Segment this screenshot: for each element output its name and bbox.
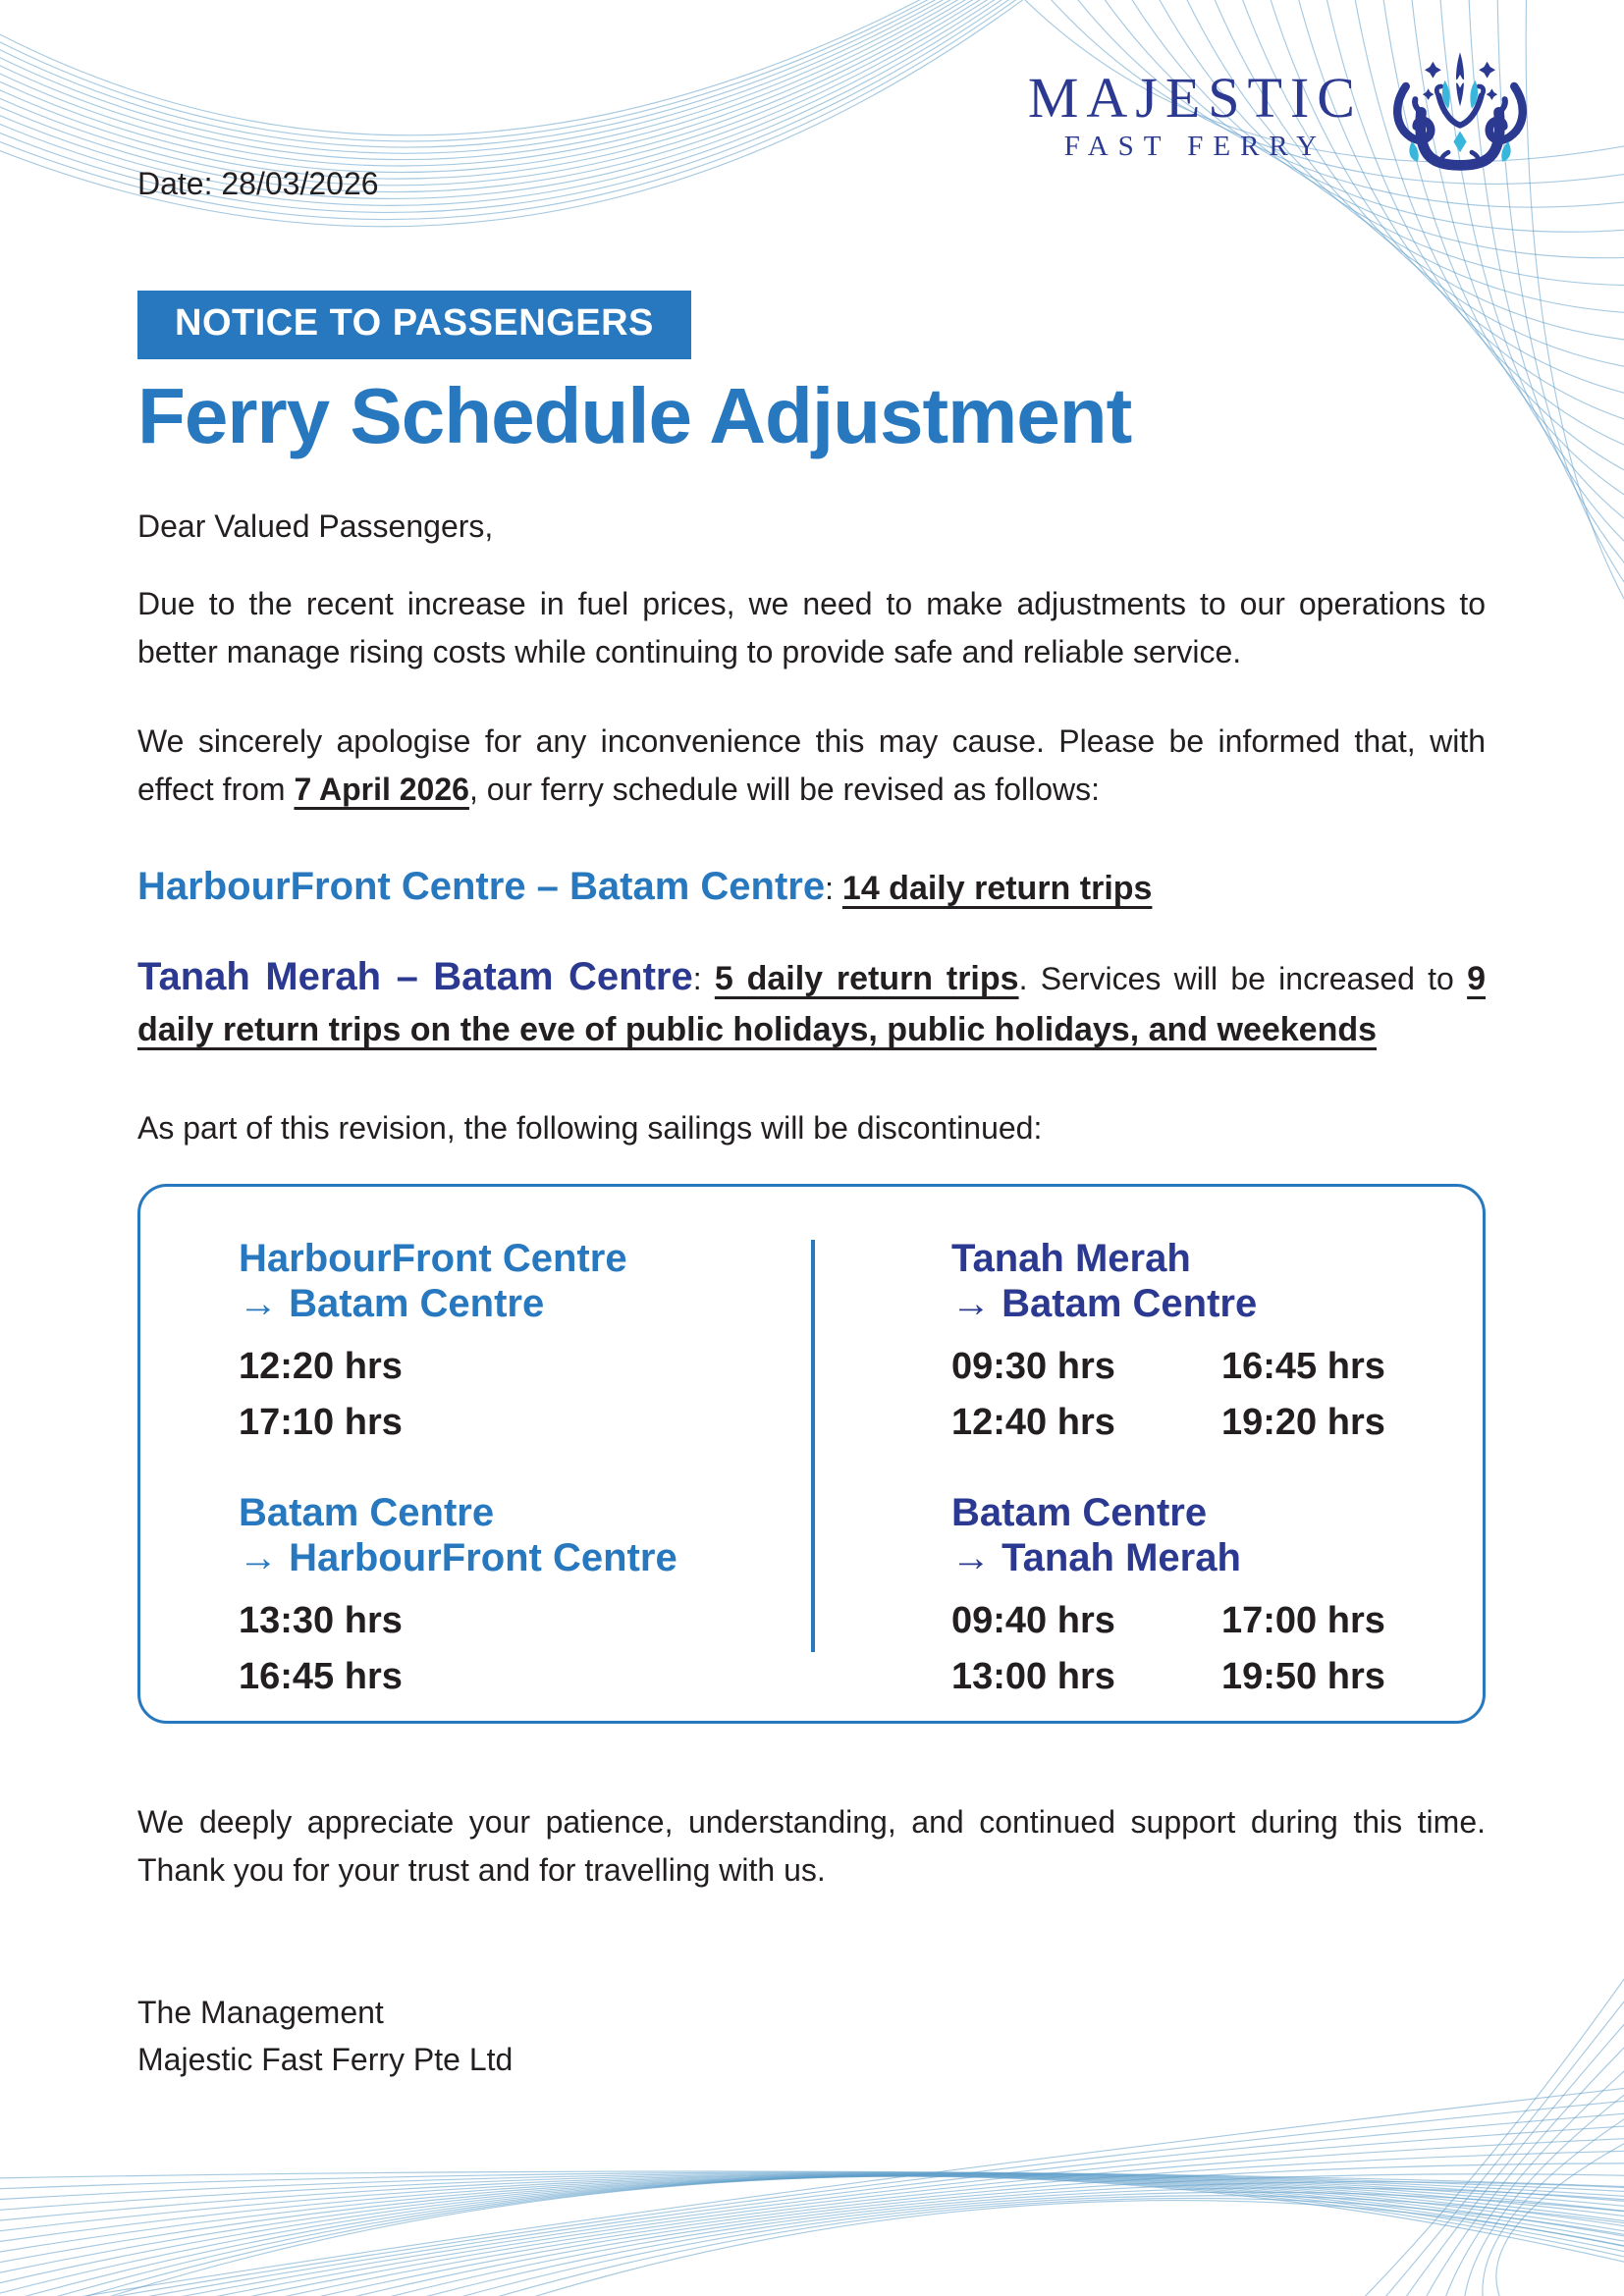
arrow-icon: → [239,1282,278,1325]
schedule-section-bc-tm [814,1490,1424,1705]
from-label: Tanah Merah [951,1237,1191,1280]
route-trips: 14 daily return trips [841,870,1153,907]
schedule-section-hfc-bc [239,1236,814,1451]
to-label: Batam Centre [289,1282,545,1325]
time-row [239,1649,814,1705]
time-value: 16:45 hrs [1221,1346,1385,1387]
schedule-section-tm-bc [814,1236,1424,1451]
time-value: 17:10 hrs [239,1402,403,1443]
paragraph-fuel-prices: Due to the recent increase in fuel prices, we need to make adjustments to our operations to better manage rising costs while continuing to provide safe and reliable service. [137,586,1486,669]
time-value: 09:40 hrs [951,1600,1115,1641]
route-separator: : [692,961,715,996]
route-text-mid: . Services will be increased to [1018,961,1468,996]
from-label: HarbourFront Centre [239,1237,627,1280]
guilloche-bottom-cross [0,2081,1624,2296]
from-label: Batam Centre [951,1491,1208,1534]
page-title: Ferry Schedule Adjustment [137,372,1132,459]
discontinued-schedule-box [137,1184,1486,1724]
time-value: 13:00 hrs [951,1656,1115,1697]
salutation: Dear Valued Passengers, [137,508,494,544]
section-times [239,1339,814,1451]
time-row [951,1649,1424,1705]
time-row [951,1593,1424,1649]
from-label: Batam Centre [239,1491,495,1534]
route-name: Tanah Merah – Batam Centre [137,955,693,998]
logo-subtitle: FAST FERRY [1063,131,1327,162]
guilloche-bottom-arcs [0,2171,1624,2296]
route-summary-tanah-merah [137,951,1486,1055]
to-label: Tanah Merah [1001,1536,1241,1579]
time-value: 12:20 hrs [239,1346,403,1387]
to-label: HarbourFront Centre [289,1536,677,1579]
time-value: 16:45 hrs [239,1656,403,1697]
time-value: 19:20 hrs [1221,1402,1385,1443]
time-row [239,1395,814,1451]
section-heading [951,1236,1424,1326]
crown-icon [1386,51,1534,181]
schedule-divider [811,1240,815,1652]
route-trips: 5 daily return trips [714,960,1019,997]
signature-company: Majestic Fast Ferry Pte Ltd [137,2042,514,2077]
route-summary-harbourfront [137,861,1486,914]
date-text: Date: 28/03/2026 [137,166,379,201]
section-heading [239,1236,814,1326]
to-label: Batam Centre [1001,1282,1258,1325]
time-value: 19:50 hrs [1221,1656,1385,1697]
effective-date: 7 April 2026 [294,772,469,807]
section-heading [239,1490,814,1580]
route-separator: : [825,871,842,906]
time-value: 13:30 hrs [239,1600,403,1641]
paragraph-apology [137,718,1486,814]
arrow-icon: → [951,1282,991,1325]
arrow-icon: → [239,1536,278,1579]
time-row [239,1339,814,1395]
company-logo [1028,51,1534,181]
discontinued-intro: As part of this revision, the following sailings will be discontinued: [137,1110,1043,1146]
time-row [951,1395,1424,1451]
schedule-section-bc-hfc [239,1490,814,1705]
apology-text-pre: We sincerely apologise for any inconvenience this may cause. Please be informed that, with effect from [137,723,1486,807]
section-times [951,1593,1424,1705]
route-name: HarbourFront Centre – Batam Centre [137,865,826,908]
section-heading [951,1490,1424,1580]
time-value: 17:00 hrs [1221,1600,1385,1641]
closing-paragraph: We deeply appreciate your patience, understanding, and continued support during this time. Thank you for your trust and for travelling with us. [137,1804,1486,1888]
signature-management: The Management [137,1995,384,2030]
time-row [239,1593,814,1649]
signature-block [137,1989,1486,2083]
time-row [951,1339,1424,1395]
apology-text-post: , our ferry schedule will be revised as follows: [468,772,1100,807]
notice-badge: NOTICE TO PASSENGERS [137,291,691,359]
logo-title: MAJESTIC [1027,66,1363,130]
logo-wordmark [1027,66,1363,163]
route-trips-holiday: 9 daily return trips on the eve of public holidays, public holidays, and weekends [137,960,1487,1048]
section-times [951,1339,1424,1451]
time-value: 09:30 hrs [951,1346,1115,1387]
section-times [239,1593,814,1705]
schedule-grid [239,1236,1424,1705]
arrow-icon: → [951,1536,991,1579]
notice-content [0,160,1624,2083]
time-value: 12:40 hrs [951,1402,1115,1443]
